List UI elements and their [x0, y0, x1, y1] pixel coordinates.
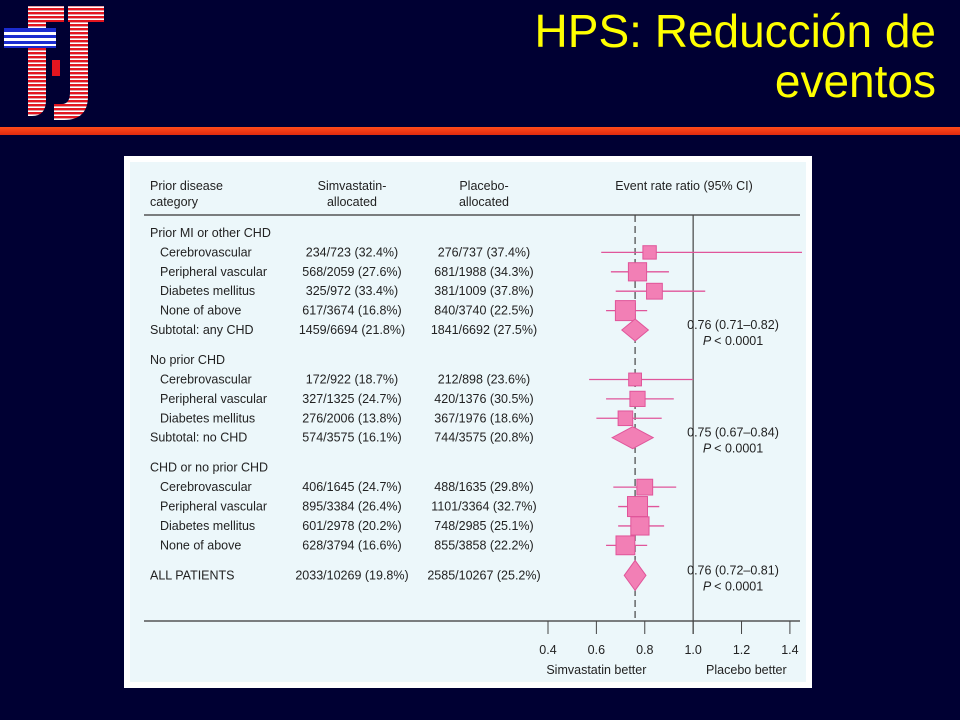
title-underline-bar — [0, 127, 960, 135]
forest-plot — [130, 162, 806, 682]
row-label: Cerebrovascular — [160, 372, 252, 387]
row-ci-text: 0.75 (0.67–0.84) — [687, 425, 779, 440]
row-placebo-value: 212/898 (23.6%) — [437, 372, 531, 387]
row-label: Diabetes mellitus — [160, 411, 256, 426]
row-simvastatin-value: 234/723 (32.4%) — [305, 245, 399, 260]
row-label-all-patients: ALL PATIENTS — [150, 568, 235, 583]
header-simvastatin-line2: allocated — [326, 195, 378, 209]
row-placebo-value: 2585/10267 (25.2%) — [427, 568, 541, 583]
row-label: Peripheral vascular — [160, 499, 267, 514]
row-placebo-value: 488/1635 (29.8%) — [434, 480, 534, 495]
row-label: None of above — [160, 303, 242, 318]
row-simvastatin-value: 617/3674 (16.8%) — [302, 303, 402, 318]
effect-square — [616, 536, 635, 555]
header-placebo-line1: Placebo- — [459, 179, 509, 193]
row-label: Peripheral vascular — [160, 264, 267, 279]
x-label-placebo-better: Placebo better — [706, 663, 787, 677]
slide-title-line1: HPS: Reducción de — [534, 5, 936, 57]
x-tick-label: 1.2 — [732, 643, 751, 657]
row-label: Subtotal: any CHD — [150, 323, 254, 337]
row-simvastatin-value: 406/1645 (24.7%) — [302, 480, 402, 495]
header-category-line1: Prior disease — [150, 179, 223, 193]
effect-square — [643, 246, 656, 259]
effect-square — [628, 497, 648, 517]
effect-square — [630, 391, 645, 406]
effect-square — [647, 283, 663, 299]
row-placebo-value: 381/1009 (37.8%) — [434, 284, 534, 299]
x-label-simvastatin-better: Simvastatin better — [546, 663, 647, 677]
forest-plot-panel — [124, 156, 812, 688]
row-ci-text: 0.76 (0.71–0.82) — [687, 318, 779, 332]
slide-title-line2: eventos — [774, 55, 936, 107]
row-label: Diabetes mellitus — [160, 518, 256, 533]
row-label: Cerebrovascular — [160, 480, 252, 495]
row-simvastatin-value: 1459/6694 (21.8%) — [298, 323, 406, 337]
row-label: None of above — [160, 538, 242, 553]
x-tick-label: 0.4 — [539, 643, 557, 657]
x-tick-label: 0.6 — [587, 643, 606, 657]
effect-square — [629, 373, 642, 386]
row-group-header: Prior MI or other CHD — [150, 226, 271, 240]
header-category-line2: category — [150, 195, 198, 209]
row-simvastatin-value: 574/3575 (16.1%) — [302, 430, 402, 445]
row-placebo-value: 1841/6692 (27.5%) — [430, 323, 538, 337]
row-placebo-value: 748/2985 (25.1%) — [434, 518, 534, 533]
row-placebo-value: 681/1988 (34.3%) — [434, 264, 534, 279]
row-placebo-value: 744/3575 (20.8%) — [434, 430, 534, 445]
row-simvastatin-value: 628/3794 (16.6%) — [302, 538, 402, 553]
x-tick-label: 0.8 — [636, 643, 654, 657]
row-label: Subtotal: no CHD — [150, 430, 248, 445]
row-placebo-value: 840/3740 (22.5%) — [434, 303, 534, 318]
row-p-value: P < 0.0001 — [702, 579, 764, 594]
row-group-header: CHD or no prior CHD — [150, 460, 269, 475]
row-placebo-value: 1101/3364 (32.7%) — [431, 499, 537, 514]
row-label: Diabetes mellitus — [160, 284, 256, 299]
row-label: Cerebrovascular — [160, 245, 252, 260]
row-simvastatin-value: 568/2059 (27.6%) — [302, 264, 402, 279]
row-label: Peripheral vascular — [160, 391, 267, 406]
effect-square — [615, 301, 635, 321]
subtotal-diamond — [622, 319, 649, 341]
header-simvastatin-line1: Simvastatin- — [317, 179, 387, 193]
effect-square — [628, 263, 646, 281]
header-placebo-line2: allocated — [458, 195, 510, 209]
header-ratio: Event rate ratio (95% CI) — [615, 179, 753, 193]
x-tick-label: 1.4 — [781, 643, 799, 657]
effect-square — [618, 411, 633, 426]
row-placebo-value: 367/1976 (18.6%) — [434, 411, 534, 426]
row-placebo-value: 855/3858 (22.2%) — [434, 538, 534, 553]
forest-plot-background — [130, 162, 806, 682]
subtotal-diamond — [612, 427, 653, 449]
row-simvastatin-value: 895/3384 (26.4%) — [302, 499, 402, 514]
row-simvastatin-value: 172/922 (18.7%) — [305, 372, 399, 387]
row-placebo-value: 276/737 (37.4%) — [437, 245, 531, 260]
effect-square — [637, 479, 653, 495]
row-simvastatin-value: 2033/10269 (19.8%) — [295, 568, 409, 583]
x-tick-label: 1.0 — [684, 643, 702, 657]
hospital-logo — [0, 0, 110, 125]
row-placebo-value: 420/1376 (30.5%) — [434, 391, 534, 406]
slide-title — [316, 6, 936, 106]
row-simvastatin-value: 276/2006 (13.8%) — [302, 411, 402, 426]
effect-square — [631, 517, 649, 535]
row-p-value: P < 0.0001 — [702, 441, 764, 456]
row-ci-text: 0.76 (0.72–0.81) — [687, 563, 779, 578]
row-group-header: No prior CHD — [150, 353, 226, 368]
row-simvastatin-value: 327/1325 (24.7%) — [302, 391, 402, 406]
overall-diamond — [624, 560, 646, 590]
row-p-value: P < 0.0001 — [702, 334, 764, 348]
row-simvastatin-value: 601/2978 (20.2%) — [302, 518, 402, 533]
row-simvastatin-value: 325/972 (33.4%) — [305, 284, 399, 299]
